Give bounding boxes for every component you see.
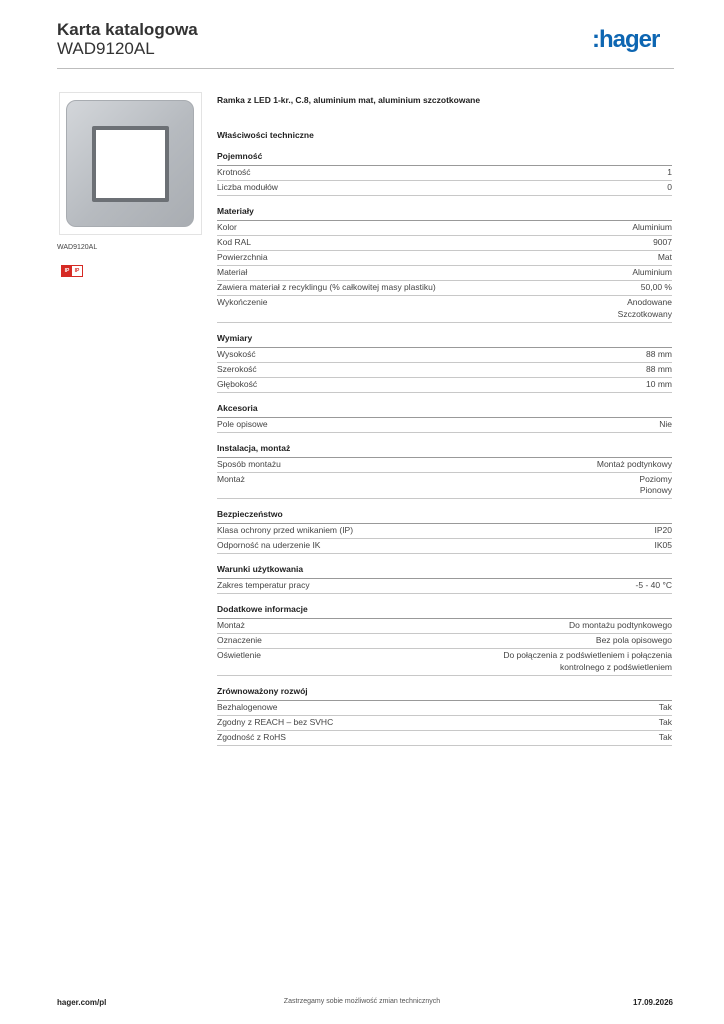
image-caption: WAD9120AL bbox=[57, 244, 98, 251]
spec-row bbox=[217, 634, 672, 649]
spec-label: Sposób montażu bbox=[217, 458, 281, 469]
spec-content bbox=[217, 95, 672, 756]
spec-value: IK05 bbox=[654, 540, 672, 550]
section-title: Bezpieczeństwo bbox=[217, 509, 672, 524]
spec-value: 10 mm bbox=[646, 378, 672, 389]
spec-label: Zawiera materiał z recyklingu (% całkowitej masy plastiku) bbox=[217, 282, 436, 292]
spec-value: 88 mm bbox=[646, 348, 672, 359]
spec-value: 1 bbox=[667, 167, 672, 177]
spec-row bbox=[217, 236, 672, 251]
spec-section bbox=[217, 686, 672, 746]
spec-label: Krotność bbox=[217, 167, 251, 177]
section-title: Materiały bbox=[217, 206, 672, 221]
spec-row bbox=[217, 473, 672, 500]
section-title: Wymiary bbox=[217, 333, 672, 348]
spec-value: Aluminium bbox=[632, 222, 672, 232]
spec-label: Oznaczenie bbox=[217, 635, 262, 645]
spec-label: Powierzchnia bbox=[217, 252, 268, 262]
spec-label: Oświetlenie bbox=[217, 650, 261, 660]
spec-label: Kod RAL bbox=[217, 237, 252, 247]
spec-label: Zgodny z REACH – bez SVHC bbox=[217, 716, 334, 727]
spec-section bbox=[217, 509, 672, 554]
spec-value: -5 - 40 °C bbox=[635, 580, 672, 590]
spec-row bbox=[217, 731, 672, 746]
section-title: Dodatkowe informacje bbox=[217, 604, 672, 619]
spec-value: Tak bbox=[658, 701, 672, 712]
header-divider bbox=[57, 68, 674, 69]
section-title: Zrównoważony rozwój bbox=[217, 686, 672, 701]
ip-badge-left: IP bbox=[62, 266, 72, 276]
spec-section bbox=[217, 151, 672, 196]
tech-properties-heading: Właściwości techniczne bbox=[217, 130, 314, 140]
frame-opening bbox=[92, 126, 169, 202]
spec-row bbox=[217, 458, 672, 473]
frame-plate bbox=[66, 100, 194, 227]
spec-row bbox=[217, 649, 672, 676]
spec-row bbox=[217, 281, 672, 296]
product-code: WAD9120AL bbox=[57, 39, 155, 58]
spec-row bbox=[217, 701, 672, 716]
spec-value: Nie bbox=[659, 418, 672, 429]
footer-date: 17.09.2026 bbox=[632, 998, 673, 1007]
spec-label: Bezhalogenowe bbox=[217, 701, 278, 712]
product-description: Ramka z LED 1-kr., C.8, aluminium mat, aluminium szczotkowane bbox=[217, 95, 481, 105]
spec-label: Wykończenie bbox=[217, 297, 268, 307]
page-title: Karta katalogowa bbox=[57, 20, 198, 39]
spec-value: Tak bbox=[658, 716, 672, 727]
spec-section bbox=[217, 443, 672, 500]
spec-section bbox=[217, 206, 672, 323]
spec-label: Kolor bbox=[217, 222, 237, 232]
spec-value: Poziomy Pionowy bbox=[639, 473, 672, 495]
spec-label: Klasa ochrony przed wnikaniem (IP) bbox=[217, 525, 354, 535]
spec-row bbox=[217, 266, 672, 281]
spec-value: Do montażu podtynkowego bbox=[568, 620, 672, 630]
spec-row bbox=[217, 348, 672, 363]
spec-row bbox=[217, 166, 672, 181]
spec-row bbox=[217, 716, 672, 731]
spec-label: Szerokość bbox=[217, 363, 257, 374]
spec-label: Głębokość bbox=[217, 378, 258, 389]
spec-label: Montaż bbox=[217, 473, 245, 484]
footer-url[interactable]: hager.com/pl bbox=[57, 998, 107, 1007]
spec-value: IP20 bbox=[654, 525, 672, 535]
spec-row bbox=[217, 378, 672, 393]
spec-row bbox=[217, 251, 672, 266]
spec-label: Liczba modułów bbox=[217, 182, 278, 192]
spec-label: Materiał bbox=[217, 267, 248, 277]
spec-label: Odporność na uderzenie IK bbox=[217, 540, 321, 550]
footer-notice: Zastrzegamy sobie możliwość zmian technicznych bbox=[283, 998, 441, 1005]
spec-row bbox=[217, 221, 672, 236]
spec-value: 50,00 % bbox=[640, 282, 672, 292]
spec-row bbox=[217, 363, 672, 378]
spec-section bbox=[217, 333, 672, 393]
spec-row bbox=[217, 181, 672, 196]
spec-value: 9007 bbox=[653, 237, 672, 247]
spec-label: Zakres temperatur pracy bbox=[217, 580, 310, 590]
spec-value: Aluminium bbox=[632, 267, 672, 277]
spec-section bbox=[217, 604, 672, 676]
spec-value: 0 bbox=[667, 182, 672, 192]
spec-sections bbox=[217, 151, 672, 746]
spec-row bbox=[217, 579, 672, 594]
spec-row bbox=[217, 619, 672, 634]
product-image bbox=[59, 92, 202, 235]
spec-value: 88 mm bbox=[646, 363, 672, 374]
spec-value: Bez pola opisowego bbox=[595, 635, 672, 645]
spec-row bbox=[217, 296, 672, 323]
section-title: Warunki użytkowania bbox=[217, 564, 672, 579]
spec-value: Anodowane Szczotkowany bbox=[617, 297, 672, 319]
spec-value: Tak bbox=[658, 731, 672, 742]
spec-row bbox=[217, 539, 672, 554]
spec-value: Do połączenia z podświetleniem i połączenia kontrolnego z podświetleniem bbox=[503, 650, 672, 672]
hager-logo bbox=[592, 27, 674, 53]
spec-section bbox=[217, 564, 672, 594]
spec-label: Pole opisowe bbox=[217, 418, 268, 429]
spec-label: Zgodność z RoHS bbox=[217, 731, 286, 742]
spec-row bbox=[217, 418, 672, 433]
spec-section bbox=[217, 403, 672, 433]
spec-value: Montaż podtynkowy bbox=[596, 458, 672, 469]
ip-badge-right: IP bbox=[74, 268, 80, 274]
section-title: Akcesoria bbox=[217, 403, 672, 418]
spec-row bbox=[217, 524, 672, 539]
spec-value: Mat bbox=[657, 252, 672, 262]
section-title: Instalacja, montaż bbox=[217, 443, 672, 458]
spec-label: Montaż bbox=[217, 620, 245, 630]
svg-text::hager: :hager bbox=[592, 27, 660, 53]
spec-label: Wysokość bbox=[217, 348, 256, 359]
ip-badge-icon bbox=[61, 265, 83, 277]
section-title: Pojemność bbox=[217, 151, 672, 166]
